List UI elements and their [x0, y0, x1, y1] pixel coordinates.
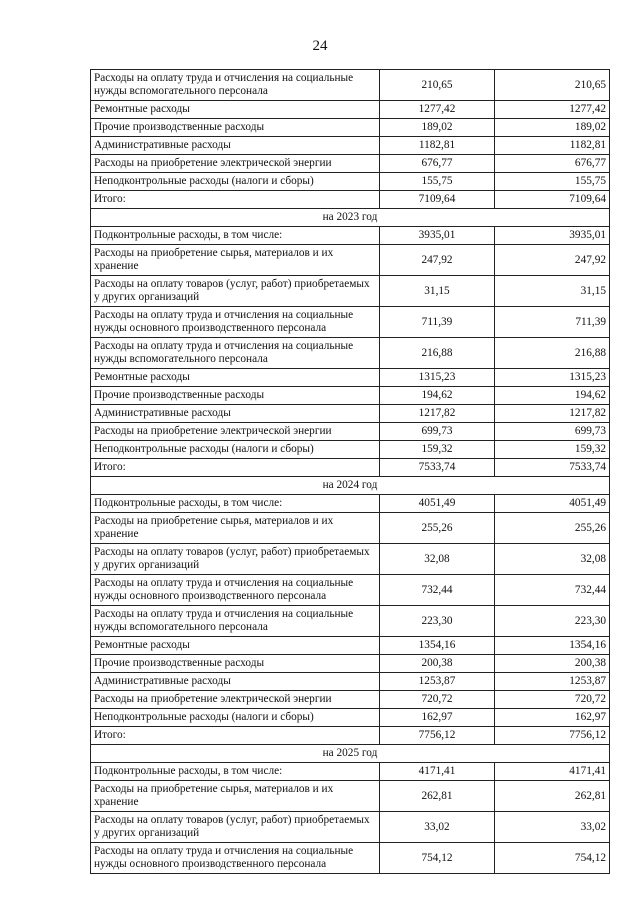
planned-value-cell: 720,72: [380, 691, 495, 709]
table-row: [91, 137, 610, 155]
approved-value-cell: 1182,81: [495, 137, 610, 155]
planned-value-cell: 7109,64: [380, 191, 495, 209]
table-row: [91, 459, 610, 477]
planned-value-cell: 155,75: [380, 173, 495, 191]
table-row: [91, 781, 610, 812]
expense-name-cell: Расходы на приобретение электрической энергии: [91, 691, 380, 709]
approved-value-cell: 7756,12: [495, 727, 610, 745]
approved-value-cell: 262,81: [495, 781, 610, 812]
table-row: [91, 405, 610, 423]
planned-value-cell: 223,30: [380, 606, 495, 637]
table-row: [91, 423, 610, 441]
approved-value-cell: 4171,41: [495, 763, 610, 781]
planned-value-cell: 1253,87: [380, 673, 495, 691]
table-row: [91, 155, 610, 173]
planned-value-cell: 7756,12: [380, 727, 495, 745]
expense-name-cell: Расходы на оплату труда и отчисления на социальные нужды вспомогательного персонала: [91, 606, 380, 637]
expense-name-cell: Расходы на приобретение сырья, материалов и их хранение: [91, 245, 380, 276]
expense-name-cell: Расходы на оплату товаров (услуг, работ) приобретаемых у других организаций: [91, 276, 380, 307]
year-section-header: [91, 477, 610, 495]
planned-value-cell: 1354,16: [380, 637, 495, 655]
expense-name-cell: Расходы на приобретение сырья, материалов и их хранение: [91, 513, 380, 544]
planned-value-cell: 189,02: [380, 119, 495, 137]
planned-value-cell: 31,15: [380, 276, 495, 307]
expense-name-cell: Прочие производственные расходы: [91, 119, 380, 137]
planned-value-cell: 4171,41: [380, 763, 495, 781]
planned-value-cell: 732,44: [380, 575, 495, 606]
table-row: [91, 387, 610, 405]
planned-value-cell: 247,92: [380, 245, 495, 276]
planned-value-cell: 699,73: [380, 423, 495, 441]
table-row: [91, 227, 610, 245]
approved-value-cell: 210,65: [495, 70, 610, 101]
planned-value-cell: 7533,74: [380, 459, 495, 477]
table-row: [91, 843, 610, 874]
approved-value-cell: 200,38: [495, 655, 610, 673]
expense-name-cell: Подконтрольные расходы, в том числе:: [91, 763, 380, 781]
approved-value-cell: 711,39: [495, 307, 610, 338]
planned-value-cell: 162,97: [380, 709, 495, 727]
expense-table-body: [91, 70, 610, 874]
approved-value-cell: 1277,42: [495, 101, 610, 119]
table-row: [91, 173, 610, 191]
planned-value-cell: 3935,01: [380, 227, 495, 245]
planned-value-cell: 4051,49: [380, 495, 495, 513]
table-row: [91, 276, 610, 307]
expense-table: [90, 69, 610, 874]
expense-name-cell: Подконтрольные расходы, в том числе:: [91, 495, 380, 513]
table-row: [91, 673, 610, 691]
planned-value-cell: 676,77: [380, 155, 495, 173]
table-row: [91, 245, 610, 276]
expense-name-cell: Подконтрольные расходы, в том числе:: [91, 227, 380, 245]
expense-name-cell: Расходы на оплату труда и отчисления на социальные нужды вспомогательного персонала: [91, 338, 380, 369]
table-row: [91, 691, 610, 709]
table-row: [91, 575, 610, 606]
expense-name-cell: Расходы на оплату труда и отчисления на социальные нужды основного производственного персонала: [91, 575, 380, 606]
approved-value-cell: 194,62: [495, 387, 610, 405]
table-row: [91, 727, 610, 745]
approved-value-cell: 32,08: [495, 544, 610, 575]
table-row: [91, 441, 610, 459]
planned-value-cell: 711,39: [380, 307, 495, 338]
table-row: [91, 70, 610, 101]
page-number: 24: [312, 38, 328, 54]
approved-value-cell: 155,75: [495, 173, 610, 191]
table-row: [91, 307, 610, 338]
planned-value-cell: 159,32: [380, 441, 495, 459]
expense-name-cell: Ремонтные расходы: [91, 637, 380, 655]
expense-name-cell: Итого:: [91, 459, 380, 477]
planned-value-cell: 1277,42: [380, 101, 495, 119]
expense-name-cell: Расходы на оплату труда и отчисления на социальные нужды основного производственного персонала: [91, 843, 380, 874]
table-row: [91, 369, 610, 387]
planned-value-cell: 33,02: [380, 812, 495, 843]
approved-value-cell: 159,32: [495, 441, 610, 459]
approved-value-cell: 1315,23: [495, 369, 610, 387]
approved-value-cell: 754,12: [495, 843, 610, 874]
approved-value-cell: 247,92: [495, 245, 610, 276]
approved-value-cell: 720,72: [495, 691, 610, 709]
year-section-label: на 2025 год: [91, 745, 610, 763]
approved-value-cell: 4051,49: [495, 495, 610, 513]
expense-name-cell: Прочие производственные расходы: [91, 387, 380, 405]
planned-value-cell: 262,81: [380, 781, 495, 812]
year-section-label: на 2023 год: [91, 209, 610, 227]
expense-name-cell: Расходы на оплату товаров (услуг, работ) приобретаемых у других организаций: [91, 544, 380, 575]
approved-value-cell: 162,97: [495, 709, 610, 727]
table-row: [91, 655, 610, 673]
table-row: [91, 101, 610, 119]
planned-value-cell: 1315,23: [380, 369, 495, 387]
expense-name-cell: Административные расходы: [91, 137, 380, 155]
approved-value-cell: 1217,82: [495, 405, 610, 423]
expense-name-cell: Неподконтрольные расходы (налоги и сборы): [91, 709, 380, 727]
table-row: [91, 191, 610, 209]
expense-name-cell: Неподконтрольные расходы (налоги и сборы): [91, 441, 380, 459]
planned-value-cell: 194,62: [380, 387, 495, 405]
planned-value-cell: 1182,81: [380, 137, 495, 155]
approved-value-cell: 189,02: [495, 119, 610, 137]
planned-value-cell: 255,26: [380, 513, 495, 544]
year-section-label: на 2024 год: [91, 477, 610, 495]
expense-name-cell: Прочие производственные расходы: [91, 655, 380, 673]
expense-name-cell: Административные расходы: [91, 405, 380, 423]
table-row: [91, 544, 610, 575]
table-row: [91, 513, 610, 544]
approved-value-cell: 1253,87: [495, 673, 610, 691]
planned-value-cell: 210,65: [380, 70, 495, 101]
expense-name-cell: Итого:: [91, 191, 380, 209]
planned-value-cell: 1217,82: [380, 405, 495, 423]
approved-value-cell: 33,02: [495, 812, 610, 843]
expense-name-cell: Расходы на приобретение электрической энергии: [91, 423, 380, 441]
expense-name-cell: Ремонтные расходы: [91, 101, 380, 119]
table-row: [91, 338, 610, 369]
approved-value-cell: 7109,64: [495, 191, 610, 209]
year-section-header: [91, 209, 610, 227]
planned-value-cell: 754,12: [380, 843, 495, 874]
approved-value-cell: 699,73: [495, 423, 610, 441]
expense-name-cell: Ремонтные расходы: [91, 369, 380, 387]
expense-name-cell: Расходы на оплату товаров (услуг, работ) приобретаемых у других организаций: [91, 812, 380, 843]
year-section-header: [91, 745, 610, 763]
planned-value-cell: 32,08: [380, 544, 495, 575]
approved-value-cell: 7533,74: [495, 459, 610, 477]
expense-name-cell: Административные расходы: [91, 673, 380, 691]
approved-value-cell: 1354,16: [495, 637, 610, 655]
expense-name-cell: Итого:: [91, 727, 380, 745]
approved-value-cell: 3935,01: [495, 227, 610, 245]
expense-name-cell: Расходы на оплату труда и отчисления на социальные нужды основного производственного персонала: [91, 307, 380, 338]
expense-name-cell: Расходы на оплату труда и отчисления на социальные нужды вспомогательного персонала: [91, 70, 380, 101]
approved-value-cell: 732,44: [495, 575, 610, 606]
table-row: [91, 606, 610, 637]
expense-name-cell: Неподконтрольные расходы (налоги и сборы): [91, 173, 380, 191]
table-row: [91, 812, 610, 843]
approved-value-cell: 676,77: [495, 155, 610, 173]
table-row: [91, 495, 610, 513]
table-row: [91, 763, 610, 781]
expense-name-cell: Расходы на приобретение электрической энергии: [91, 155, 380, 173]
table-row: [91, 709, 610, 727]
planned-value-cell: 200,38: [380, 655, 495, 673]
approved-value-cell: 216,88: [495, 338, 610, 369]
table-row: [91, 637, 610, 655]
planned-value-cell: 216,88: [380, 338, 495, 369]
approved-value-cell: 223,30: [495, 606, 610, 637]
table-row: [91, 119, 610, 137]
approved-value-cell: 31,15: [495, 276, 610, 307]
expense-name-cell: Расходы на приобретение сырья, материалов и их хранение: [91, 781, 380, 812]
approved-value-cell: 255,26: [495, 513, 610, 544]
